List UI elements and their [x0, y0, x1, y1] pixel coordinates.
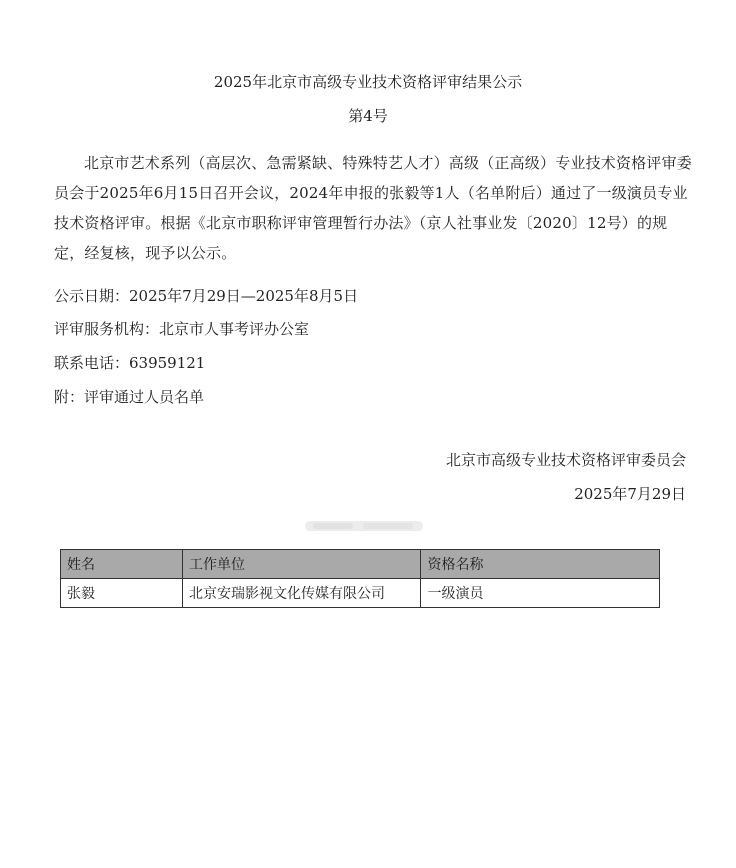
watermark-smudge: [305, 518, 427, 534]
contact-phone: 联系电话：63959121: [54, 354, 206, 372]
table-cell-name: 张毅: [61, 579, 183, 608]
table-row: [61, 579, 660, 608]
table-header-qualification: 资格名称: [421, 550, 660, 579]
table-cell-employer: 北京安瑞影视文化传媒有限公司: [182, 579, 421, 608]
table-cell-qualification: 一级演员: [421, 579, 660, 608]
document-body: 北京市艺术系列（高层次、急需紧缺、特殊特艺人才）高级（正高级）专业技术资格评审委员会于2025年6月15日召开会议，2024年申报的张毅等1人（名单附后）通过了一级演员专业技术资格评审。根据《北京市职称评审管理暂行办法》（京人社事业发〔2020〕12号）的规定，经复核，现予以公示。: [54, 154, 693, 262]
table-header-row: [61, 550, 660, 579]
table-header-name: 姓名: [61, 550, 183, 579]
document-number: 第4号: [348, 107, 388, 125]
document-title: 2025年北京市高级专业技术资格评审结果公示: [213, 73, 523, 91]
signature-committee: 北京市高级专业技术资格评审委员会: [445, 451, 686, 469]
attachment-note: 附：评审通过人员名单: [54, 388, 205, 406]
approved-personnel-table: [60, 549, 660, 608]
signature-date: 2025年7月29日: [574, 485, 686, 503]
publicity-date: 公示日期：2025年7月29日—2025年8月5日: [54, 287, 359, 305]
table-header-employer: 工作单位: [182, 550, 421, 579]
service-organization: 评审服务机构：北京市人事考评办公室: [54, 320, 310, 338]
